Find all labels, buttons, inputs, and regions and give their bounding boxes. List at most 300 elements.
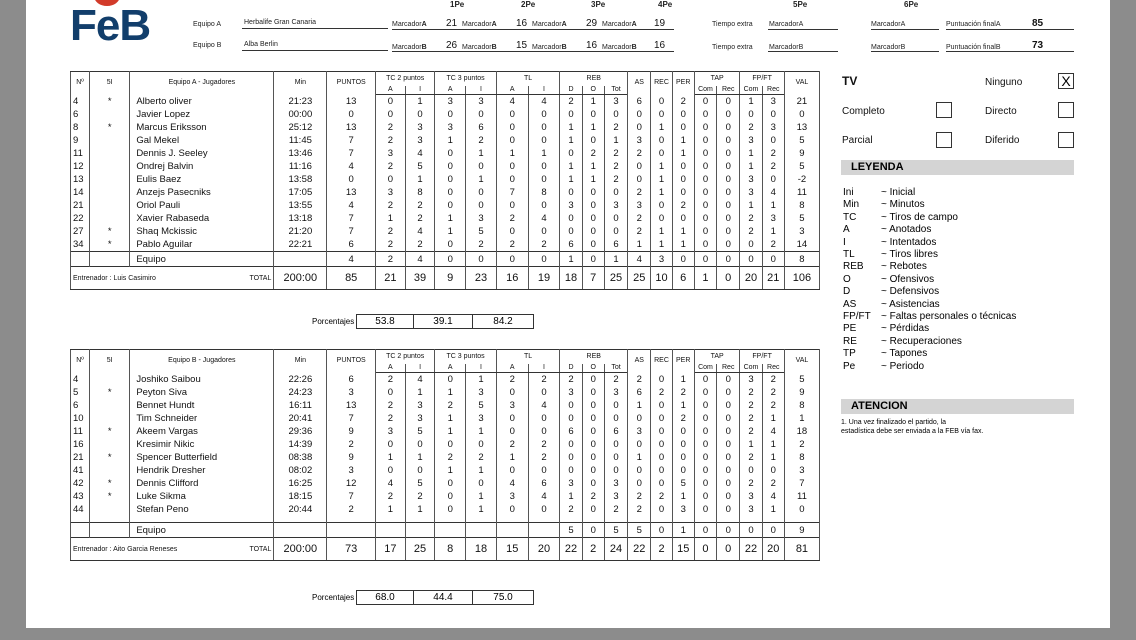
player-stat-tla: 2 (496, 373, 528, 387)
player-stat-tc2a: 2 (376, 490, 406, 503)
player-stat-d: 1 (560, 160, 582, 173)
team-row-stat-per: 0 (672, 252, 694, 267)
player-stat-tc2i: 1 (405, 173, 435, 186)
player-stat-as: 2 (628, 503, 651, 516)
player-name: Gal Mekel (130, 134, 274, 147)
team-row-stat-rec: 3 (651, 252, 672, 267)
player-stat-tc3a: 1 (435, 464, 466, 477)
player-stat-per: 0 (672, 438, 694, 451)
player-stat-tot: 2 (604, 503, 627, 516)
player-stat-as: 0 (628, 477, 651, 490)
total-stat-rec: 10 (651, 267, 672, 290)
player-stat-ft: 4 (762, 425, 784, 438)
player-row (71, 386, 820, 399)
player-starter-mark: * (90, 238, 130, 252)
header-tl: TL (496, 350, 560, 365)
total-stat-tla: 16 (496, 267, 528, 290)
player-stat-val: 21 (784, 95, 819, 109)
player-stat-per: 2 (672, 95, 694, 109)
player-stat-tc3i: 0 (466, 108, 497, 121)
player-stat-d: 0 (560, 186, 582, 199)
player-number: 11 (71, 147, 90, 160)
player-stat-ft: 1 (762, 451, 784, 464)
player-name: Oriol Pauli (130, 199, 274, 212)
header-tap-com: Com (694, 86, 716, 95)
player-stat-tc2i: 0 (405, 464, 435, 477)
player-stat-o: 2 (582, 147, 604, 160)
header-tc3-a: A (435, 86, 466, 95)
player-stat-tot: 0 (604, 225, 627, 238)
player-points: 12 (327, 477, 376, 490)
player-stat-tc3i: 1 (466, 373, 497, 387)
player-stat-o: 0 (582, 464, 604, 477)
coach-and-total-cell (71, 267, 274, 290)
legend-description: ~ Minutos (881, 199, 925, 211)
player-stat-tc2a: 2 (376, 225, 406, 238)
legend-description: ~ Rebotes (881, 261, 927, 273)
team-row-stat-tot: 1 (604, 252, 627, 267)
player-stat-tc3i: 0 (466, 186, 497, 199)
player-stat-val: 2 (784, 438, 819, 451)
atencion-title: ATENCION (841, 399, 1074, 414)
player-stat-tc2a: 0 (376, 464, 406, 477)
player-stat-tc2i: 5 (405, 160, 435, 173)
player-points: 9 (327, 451, 376, 464)
player-stat-d: 2 (560, 373, 582, 387)
header-num: Nº (71, 72, 90, 95)
score-b-p2: 15 (516, 40, 528, 51)
player-stat-as: 1 (628, 399, 651, 412)
player-stat-tli: 4 (528, 95, 560, 109)
player-stat-tapr: 0 (717, 173, 740, 186)
player-stat-tot: 0 (604, 186, 627, 199)
player-stat-as: 6 (628, 386, 651, 399)
player-points: 0 (327, 108, 376, 121)
player-row (71, 425, 820, 438)
player-stat-tapc: 0 (694, 490, 716, 503)
team-row-num (71, 523, 90, 538)
player-stat-tc3a: 2 (435, 451, 466, 464)
player-stat-tli: 1 (528, 147, 560, 160)
legend-description: ~ Asistencias (881, 298, 940, 310)
player-stat-tla: 0 (496, 108, 528, 121)
player-stat-tot: 2 (604, 121, 627, 134)
player-name: Eulis Baez (130, 173, 274, 186)
player-stat-tla: 0 (496, 160, 528, 173)
player-stat-ft: 4 (762, 186, 784, 199)
player-stat-d: 2 (560, 95, 582, 109)
team-row-stat-fp: 0 (740, 523, 762, 538)
player-stat-as: 2 (628, 373, 651, 387)
player-minutes: 08:38 (274, 451, 327, 464)
tv-completo-checkbox[interactable] (936, 102, 952, 118)
period-5-label: 5Pe (793, 0, 808, 9)
player-stat-tc3a: 1 (435, 412, 466, 425)
legend-description: ~ Intentados (881, 236, 937, 248)
header-tl: TL (496, 72, 560, 87)
legend-abbreviation: Pe (843, 360, 856, 372)
player-number: 41 (71, 464, 90, 477)
player-stat-rec: 1 (651, 186, 672, 199)
player-stat-tc2a: 2 (376, 134, 406, 147)
header-rec: REC (651, 72, 672, 95)
player-number: 42 (71, 477, 90, 490)
player-stat-tapc: 0 (694, 503, 716, 516)
total-stat-tapc: 0 (694, 538, 716, 561)
player-stat-d: 3 (560, 199, 582, 212)
marcador-b-extra-label: MarcadorB (769, 44, 804, 51)
legend-abbreviation: FP/FT (843, 311, 871, 322)
team-row-min (274, 252, 327, 267)
player-stat-tli: 0 (528, 464, 560, 477)
player-row (71, 238, 820, 252)
player-stat-tapr: 0 (717, 438, 740, 451)
player-stat-tot: 0 (604, 412, 627, 425)
player-stat-ft: 2 (762, 399, 784, 412)
player-stat-per: 2 (672, 386, 694, 399)
player-stat-per: 1 (672, 147, 694, 160)
legend-description: ~ Tapones (881, 348, 928, 360)
total-stat-tapc: 1 (694, 267, 716, 290)
player-stat-tot: 3 (604, 199, 627, 212)
total-stat-d: 22 (560, 538, 582, 561)
player-stat-val: 8 (784, 399, 819, 412)
player-stat-val: 3 (784, 225, 819, 238)
player-minutes: 22:21 (274, 238, 327, 252)
player-stat-d: 6 (560, 425, 582, 438)
player-stat-tc2i: 4 (405, 147, 435, 160)
header-tap: TAP (694, 72, 740, 87)
player-stat-val: 5 (784, 134, 819, 147)
legend-abbreviation: TP (843, 348, 856, 360)
player-row (71, 95, 820, 109)
team-row-stat-tot: 5 (604, 523, 627, 538)
legend-item (843, 187, 915, 199)
player-stat-as: 0 (628, 173, 651, 186)
header-puntos: PUNTOS (327, 72, 376, 95)
player-stat-tc3a: 1 (435, 212, 466, 225)
total-stat-tli: 20 (528, 538, 560, 561)
final-b-underline (946, 51, 1074, 52)
player-stat-tc2i: 3 (405, 134, 435, 147)
player-stat-tapr: 0 (717, 490, 740, 503)
header-tl-i: I (528, 86, 560, 95)
player-stat-tla: 2 (496, 212, 528, 225)
player-stat-rec: 0 (651, 425, 672, 438)
player-stat-tapr: 0 (717, 134, 740, 147)
player-number: 10 (71, 412, 90, 425)
player-stat-rec: 0 (651, 147, 672, 160)
player-stat-as: 6 (628, 95, 651, 109)
player-starter-mark (90, 147, 130, 160)
player-stat-tc3a: 0 (435, 147, 466, 160)
header-fp-rec: Rec (762, 86, 784, 95)
total-stat-tot: 25 (604, 267, 627, 290)
player-stat-val: 1 (784, 412, 819, 425)
legend-item (843, 199, 925, 211)
team-row-stat-d: 5 (560, 523, 582, 538)
equipo-a-underline (242, 28, 388, 29)
player-stat-rec: 0 (651, 134, 672, 147)
player-stat-ft: 3 (762, 95, 784, 109)
player-stat-tla: 4 (496, 95, 528, 109)
player-stat-as: 2 (628, 186, 651, 199)
player-starter-mark (90, 173, 130, 186)
team-row-stat-val: 8 (784, 252, 819, 267)
player-stat-tli: 4 (528, 490, 560, 503)
player-stat-fp: 3 (740, 373, 762, 387)
player-stat-tc3i: 0 (466, 160, 497, 173)
player-stat-tla: 0 (496, 503, 528, 516)
marcador-b-4-label: MarcadorB (602, 44, 637, 51)
header-fp-com: Com (740, 86, 762, 95)
team-row-stat-tapc: 0 (694, 523, 716, 538)
player-stat-tot: 2 (604, 373, 627, 387)
player-stat-as: 0 (628, 121, 651, 134)
player-stat-tli: 4 (528, 212, 560, 225)
player-minutes: 13:18 (274, 212, 327, 225)
equipo-b-underline (242, 50, 388, 51)
player-stat-fp: 3 (740, 134, 762, 147)
period-2-label: 2Pe (521, 0, 536, 9)
team-row-stat-tc3a: 0 (435, 252, 466, 267)
player-stat-tc2a: 2 (376, 121, 406, 134)
player-name: Marcus Eriksson (130, 121, 274, 134)
player-stat-o: 0 (582, 238, 604, 252)
header-tc2: TC 2 puntos (376, 72, 435, 87)
player-stat-as: 0 (628, 108, 651, 121)
player-stat-ft: 1 (762, 225, 784, 238)
player-stat-tla: 0 (496, 199, 528, 212)
player-stat-tc3a: 0 (435, 503, 466, 516)
player-stat-tapr: 0 (717, 199, 740, 212)
player-row (71, 451, 820, 464)
total-stat-tapr: 0 (717, 538, 740, 561)
player-stat-tc2a: 1 (376, 451, 406, 464)
player-stat-tapr: 0 (717, 108, 740, 121)
player-stat-per: 0 (672, 212, 694, 225)
atencion-line-1: 1. Una vez finalizado el partido, la (841, 419, 947, 426)
player-starter-mark: * (90, 490, 130, 503)
player-stat-tla: 0 (496, 121, 528, 134)
player-stat-tc2i: 1 (405, 95, 435, 109)
player-stat-tapc: 0 (694, 238, 716, 252)
player-stat-tc2a: 4 (376, 477, 406, 490)
player-stat-tc3i: 3 (466, 95, 497, 109)
player-points: 4 (327, 160, 376, 173)
score-a-p1: 21 (446, 18, 458, 29)
player-stat-tc3i: 0 (466, 477, 497, 490)
player-stat-per: 0 (672, 186, 694, 199)
atencion-line-2: estadística debe ser enviada a la FEB vía fax. (841, 428, 984, 435)
total-stat-ft: 20 (762, 538, 784, 561)
player-stat-tc2i: 4 (405, 373, 435, 387)
player-stat-val: 5 (784, 212, 819, 225)
player-stat-tapc: 0 (694, 425, 716, 438)
player-stat-tc3a: 1 (435, 386, 466, 399)
player-stat-as: 1 (628, 238, 651, 252)
player-minutes: 11:45 (274, 134, 327, 147)
legend-description: ~ Faltas personales o técnicas (881, 311, 1017, 322)
player-stat-tc2i: 3 (405, 121, 435, 134)
tv-parcial-label: Parcial (842, 135, 873, 146)
player-name: Dennis Clifford (130, 477, 274, 490)
period-4-label: 4Pe (658, 0, 673, 9)
player-stat-o: 0 (582, 108, 604, 121)
team-row-stat-o: 0 (582, 523, 604, 538)
player-stat-per: 1 (672, 399, 694, 412)
score-a-p4: 19 (654, 18, 666, 29)
player-stat-tla: 0 (496, 386, 528, 399)
player-stat-d: 6 (560, 238, 582, 252)
totals-row (71, 538, 820, 561)
legend-item (843, 336, 962, 348)
player-stat-tapc: 0 (694, 147, 716, 160)
player-stat-d: 0 (560, 147, 582, 160)
player-stat-tc3a: 1 (435, 134, 466, 147)
player-row (71, 134, 820, 147)
player-number: 9 (71, 134, 90, 147)
team-row-stat-tapr: 0 (717, 523, 740, 538)
player-name: Peyton Siva (130, 386, 274, 399)
legend-abbreviation: I (843, 236, 846, 248)
final-a-score: 85 (1032, 18, 1044, 29)
player-stat-tc2i: 2 (405, 490, 435, 503)
player-starter-mark: * (90, 477, 130, 490)
player-stat-tla: 0 (496, 464, 528, 477)
player-stat-tapc: 0 (694, 199, 716, 212)
player-stat-o: 0 (582, 212, 604, 225)
legend-description: ~ Tiros de campo (881, 211, 958, 223)
player-stat-fp: 2 (740, 477, 762, 490)
total-stat-per: 15 (672, 538, 694, 561)
player-minutes: 20:44 (274, 503, 327, 516)
player-stat-tc3a: 0 (435, 477, 466, 490)
final-a-label: Puntuación finalA (946, 21, 1001, 28)
player-minutes: 00:00 (274, 108, 327, 121)
header-val: VAL (784, 350, 819, 373)
player-stat-ft: 1 (762, 199, 784, 212)
player-points: 7 (327, 225, 376, 238)
total-stat-fp: 22 (740, 538, 762, 561)
tv-diferido-checkbox[interactable] (1058, 132, 1074, 148)
player-stat-fp: 2 (740, 425, 762, 438)
legend-abbreviation: D (843, 286, 851, 298)
player-row (71, 121, 820, 134)
player-stat-d: 0 (560, 464, 582, 477)
player-stat-tli: 0 (528, 386, 560, 399)
player-stat-tapc: 0 (694, 186, 716, 199)
player-name: Akeem Vargas (130, 425, 274, 438)
total-stat-per: 6 (672, 267, 694, 290)
player-number: 44 (71, 503, 90, 516)
player-minutes: 11:16 (274, 160, 327, 173)
legend-abbreviation: PE (843, 323, 857, 335)
p6-b-underline (871, 51, 939, 52)
player-stat-tapr: 0 (717, 386, 740, 399)
player-stat-tla: 7 (496, 186, 528, 199)
player-stat-tc2a: 1 (376, 212, 406, 225)
player-number: 6 (71, 108, 90, 121)
header-tc2-i: I (405, 86, 435, 95)
player-stat-tc3i: 1 (466, 425, 497, 438)
player-stat-tc3i: 2 (466, 238, 497, 252)
player-stat-ft: 2 (762, 147, 784, 160)
legend-description: ~ Tiros libres (881, 249, 938, 260)
player-stat-tapc: 0 (694, 225, 716, 238)
player-stat-ft: 4 (762, 490, 784, 503)
player-stat-tc2a: 0 (376, 108, 406, 121)
team-row-stat-tc2a (376, 523, 406, 538)
player-stat-tli: 0 (528, 173, 560, 186)
player-stat-o: 0 (582, 425, 604, 438)
player-stat-d: 0 (560, 412, 582, 425)
player-minutes: 21:23 (274, 95, 327, 109)
player-stat-d: 0 (560, 108, 582, 121)
tv-parcial-checkbox[interactable] (936, 132, 952, 148)
player-number: 22 (71, 212, 90, 225)
player-stat-val: 18 (784, 425, 819, 438)
player-stat-tc2i: 1 (405, 386, 435, 399)
coach-and-total-cell (71, 538, 274, 561)
player-stat-tapc: 0 (694, 464, 716, 477)
player-stat-tc3i: 3 (466, 412, 497, 425)
player-stat-fp: 2 (740, 225, 762, 238)
leyenda-title: LEYENDA (841, 160, 1074, 175)
player-stat-per: 1 (672, 373, 694, 387)
total-stat-tot: 24 (604, 538, 627, 561)
player-stat-o: 2 (582, 490, 604, 503)
player-stat-rec: 0 (651, 212, 672, 225)
team-b-pct-tc3: 44.4 (413, 590, 473, 605)
player-stat-ft: 2 (762, 477, 784, 490)
player-points: 13 (327, 399, 376, 412)
player-stat-tli: 0 (528, 134, 560, 147)
player-row (71, 373, 820, 387)
player-stat-d: 2 (560, 503, 582, 516)
header-num: Nº (71, 350, 90, 373)
player-stat-tapr: 0 (717, 212, 740, 225)
header-tc2: TC 2 puntos (376, 350, 435, 365)
player-stat-tc3a: 0 (435, 108, 466, 121)
equipo-a-label: Equipo A (193, 21, 222, 28)
player-stat-tli: 2 (528, 451, 560, 464)
team-row-stat-rec: 0 (651, 523, 672, 538)
player-starter-mark: * (90, 386, 130, 399)
player-stat-tapc: 0 (694, 438, 716, 451)
final-b-label: Puntuación finalB (946, 44, 1001, 51)
equipo-b-name: Alba Berlin (244, 41, 278, 48)
player-stat-ft: 0 (762, 173, 784, 186)
player-points: 7 (327, 490, 376, 503)
player-stat-tc3a: 1 (435, 225, 466, 238)
tv-directo-checkbox[interactable] (1058, 102, 1074, 118)
player-stat-tc2a: 1 (376, 503, 406, 516)
tv-diferido-label: Diferido (985, 135, 1020, 146)
player-stat-tapr: 0 (717, 225, 740, 238)
player-stat-per: 1 (672, 134, 694, 147)
player-stat-o: 0 (582, 199, 604, 212)
feb-logo-text: FeB (70, 1, 151, 50)
player-stat-tapc: 0 (694, 134, 716, 147)
tv-ninguno-checkbox[interactable]: X (1058, 73, 1074, 89)
player-stat-val: 7 (784, 477, 819, 490)
period-6-label: 6Pe (904, 0, 919, 9)
player-minutes: 22:26 (274, 373, 327, 387)
total-stat-fp: 20 (740, 267, 762, 290)
header-reb-d: D (560, 364, 582, 373)
total-stat-ft: 21 (762, 267, 784, 290)
